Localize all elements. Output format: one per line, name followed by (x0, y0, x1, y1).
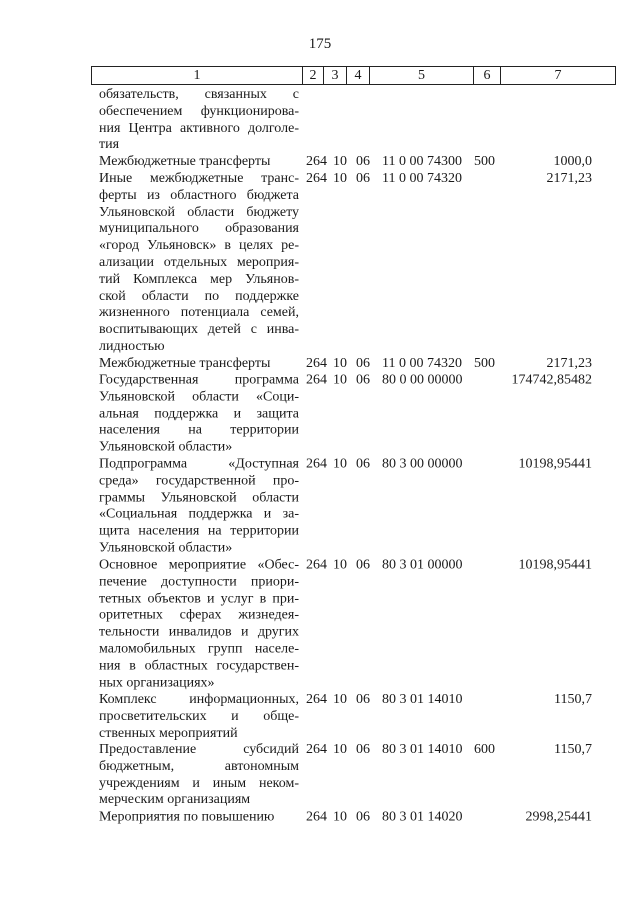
row-c2-value: 264 (306, 355, 327, 371)
row-c5-value: 80 3 01 14020 (382, 809, 463, 825)
row-c2-value: 264 (306, 809, 327, 825)
description-line: Мероприятия по повышению (99, 809, 275, 825)
description-line: Ульяновской области бюджету (99, 204, 299, 220)
row-description (99, 171, 299, 356)
description-line: лидностью (99, 338, 165, 354)
row-c3-value: 10 (333, 691, 347, 707)
description-line: ферты из областного бюджета (99, 187, 299, 203)
row-c2-value: 264 (306, 557, 327, 573)
row-c7-value: 1150,7 (554, 742, 592, 758)
row-c4-value: 06 (356, 742, 370, 758)
row-description (99, 457, 299, 558)
description-line: щита населения на территории (99, 523, 299, 539)
row-c3-value: 10 (333, 742, 347, 758)
description-line: тетных объектов и услуг в при- (99, 590, 299, 606)
description-line: ных организациях» (99, 674, 215, 690)
row-c3-value: 10 (333, 171, 347, 186)
row-description (99, 87, 299, 154)
description-line: Межбюджетные трансферты (99, 154, 271, 170)
description-line: граммы Ульяновской области (99, 490, 299, 506)
row-c4-value: 06 (356, 557, 370, 573)
column-header-3: 3 (324, 67, 347, 85)
row-c5-value: 11 0 00 74300 (382, 154, 462, 170)
description-line: просветительских и обще- (99, 708, 299, 724)
row-description (99, 154, 299, 171)
row-c7-value: 174742,85482 (511, 372, 592, 388)
description-line: Ульяновской области» (99, 439, 233, 455)
description-line: Государственная программа (99, 372, 299, 388)
description-line: обеспечением функционирова- (99, 103, 299, 119)
row-c6-value: 500 (474, 355, 495, 371)
column-header-table (91, 66, 616, 85)
row-c5-value: 11 0 00 74320 (382, 171, 462, 186)
row-c4-value: 06 (356, 456, 370, 472)
page-number: 175 (308, 36, 332, 52)
row-description (99, 356, 299, 373)
description-line: ализации отдельных мероприя- (99, 254, 299, 270)
column-header-1: 1 (92, 67, 303, 85)
row-c4-value: 06 (356, 355, 370, 371)
description-line: обязательств, связанных с (99, 87, 299, 102)
row-description (99, 557, 299, 691)
row-description (99, 742, 299, 809)
row-c2-value: 264 (306, 372, 327, 388)
row-c3-value: 10 (333, 355, 347, 371)
row-description (99, 809, 299, 826)
row-c2-value: 264 (306, 691, 327, 707)
row-c5-value: 80 3 01 00000 (382, 557, 463, 573)
description-line: жизненного потенциала семей, (99, 305, 299, 321)
row-c3-value: 10 (333, 456, 347, 472)
description-line: тия (99, 137, 120, 153)
description-line: населения на территории (99, 422, 299, 438)
row-c5-value: 80 3 01 14010 (382, 742, 463, 758)
row-c4-value: 06 (356, 691, 370, 707)
column-header-2: 2 (303, 67, 324, 85)
description-line: Межбюджетные трансферты (99, 355, 271, 371)
row-c7-value: 1150,7 (554, 691, 592, 707)
description-line: Ульяновской области» (99, 540, 233, 556)
row-c5-value: 80 0 00 00000 (382, 372, 463, 388)
description-line: Ульяновской области «Соци- (99, 389, 299, 405)
row-c4-value: 06 (356, 372, 370, 388)
row-c4-value: 06 (356, 809, 370, 825)
row-c3-value: 10 (333, 372, 347, 388)
row-c6-value: 600 (474, 742, 495, 758)
description-line: мерческим организациям (99, 792, 251, 808)
description-line: воспитывающих детей с инва- (99, 322, 299, 338)
row-c4-value: 06 (356, 171, 370, 186)
description-line: Иные межбюджетные транс- (99, 171, 299, 186)
row-description (99, 373, 299, 457)
description-line: ской области по поддержке (99, 288, 299, 304)
description-line: Комплекс информационных, (99, 691, 299, 707)
row-c5-value: 80 3 01 14010 (382, 691, 463, 707)
description-line: оритетных сферах жизнедея- (99, 607, 299, 623)
row-c7-value: 10198,95441 (518, 456, 592, 472)
row-c7-value: 10198,95441 (518, 557, 592, 573)
column-header-6: 6 (474, 67, 501, 85)
description-line: Подпрограмма «Доступная (99, 456, 299, 472)
description-line: среда» государственной про- (99, 473, 299, 489)
description-line: тий Комплекса мер Ульянов- (99, 271, 299, 287)
row-c6-value: 500 (474, 154, 495, 170)
column-header-7: 7 (501, 67, 616, 85)
description-line: Предоставление субсидий (99, 742, 299, 758)
description-line: учреждениям и иным неком- (99, 775, 299, 791)
row-c7-value: 2171,23 (546, 171, 592, 186)
row-c3-value: 10 (333, 557, 347, 573)
description-line: альная поддержка и защита (99, 406, 299, 422)
column-header-4: 4 (347, 67, 370, 85)
row-c5-value: 11 0 00 74320 (382, 355, 462, 371)
description-line: «город Ульяновск» в целях ре- (99, 238, 299, 254)
description-line: бюджетным, автономным (99, 758, 299, 774)
row-c2-value: 264 (306, 456, 327, 472)
description-line: ния Центра активного долголе- (99, 120, 299, 136)
row-c2-value: 264 (306, 171, 327, 186)
row-description (99, 692, 299, 742)
row-c3-value: 10 (333, 154, 347, 170)
row-c7-value: 1000,0 (553, 154, 592, 170)
column-header-5: 5 (370, 67, 474, 85)
row-c2-value: 264 (306, 742, 327, 758)
row-c4-value: 06 (356, 154, 370, 170)
row-c7-value: 2998,25441 (525, 809, 592, 825)
row-c2-value: 264 (306, 154, 327, 170)
description-line: ственных мероприятий (99, 725, 238, 741)
description-line: муниципального образования (99, 221, 299, 237)
description-line: ния в областных государствен- (99, 658, 299, 674)
description-line: тельности инвалидов и других (99, 624, 299, 640)
description-line: «Социальная поддержка и за- (99, 506, 299, 522)
row-c7-value: 2171,23 (546, 355, 592, 371)
row-c3-value: 10 (333, 809, 347, 825)
description-line: Основное мероприятие «Обес- (99, 557, 299, 573)
description-line: маломобильных групп населе- (99, 641, 299, 657)
description-line: печение доступности приори- (99, 574, 299, 590)
row-c5-value: 80 3 00 00000 (382, 456, 463, 472)
